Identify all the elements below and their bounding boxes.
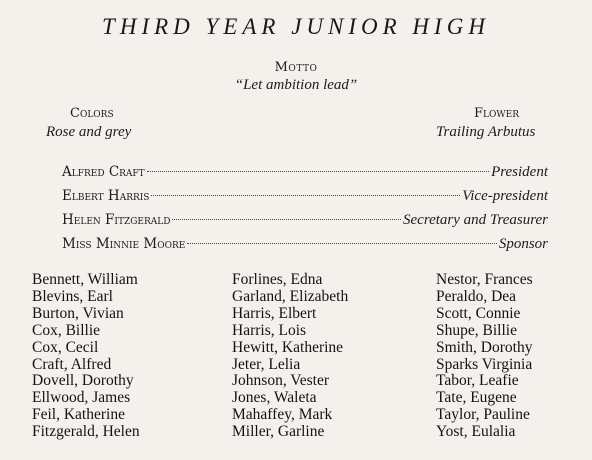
student-name: Harris, Lois bbox=[232, 321, 307, 339]
student-name: Dovell, Dorothy bbox=[32, 372, 134, 390]
leader-dots bbox=[187, 243, 496, 244]
flower-label: Flower bbox=[474, 106, 519, 121]
student-name: Smith, Dorothy bbox=[436, 338, 533, 356]
officer-name: Helen Fitzgerald bbox=[62, 212, 171, 228]
roster-column-2 bbox=[232, 272, 348, 441]
colors-value: Rose and grey bbox=[46, 124, 132, 140]
flower-value: Trailing Arbutus bbox=[436, 124, 536, 140]
officer-role: Sponsor bbox=[498, 236, 548, 252]
student-name: Jeter, Lelia bbox=[232, 355, 301, 373]
officer-name: Alfred Craft bbox=[62, 164, 145, 180]
student-name: Yost, Eulalia bbox=[436, 423, 516, 441]
roster-column-3 bbox=[436, 272, 533, 441]
leader-dots bbox=[147, 171, 489, 172]
leader-dots bbox=[151, 195, 460, 196]
student-name: Craft, Alfred bbox=[32, 355, 112, 373]
student-name: Shupe, Billie bbox=[436, 321, 517, 339]
officer-role: Vice-president bbox=[462, 188, 548, 204]
page-title: THIRD YEAR JUNIOR HIGH bbox=[102, 14, 490, 39]
officer-name: Elbert Harris bbox=[62, 188, 150, 204]
officer-row bbox=[62, 212, 548, 232]
student-name: Cox, Billie bbox=[32, 321, 101, 339]
officer-name: Miss Minnie Moore bbox=[62, 236, 186, 252]
student-name: Tate, Eugene bbox=[436, 389, 517, 407]
student-name: Miller, Garline bbox=[232, 423, 325, 441]
officer-row bbox=[62, 236, 548, 256]
student-name: Jones, Waleta bbox=[232, 389, 317, 407]
leader-dots bbox=[172, 219, 401, 220]
student-name: Tabor, Leafie bbox=[436, 372, 519, 390]
student-name: Sparks Virginia bbox=[436, 355, 533, 373]
student-name: Peraldo, Dea bbox=[436, 287, 517, 305]
student-name: Johnson, Vester bbox=[232, 372, 330, 390]
student-name: Garland, Elizabeth bbox=[232, 287, 349, 305]
officer-row bbox=[62, 188, 548, 208]
roster-column-1 bbox=[32, 272, 140, 441]
student-name: Scott, Connie bbox=[436, 304, 521, 322]
student-name: Burton, Vivian bbox=[32, 304, 124, 322]
student-name: Hewitt, Katherine bbox=[232, 338, 344, 356]
student-name: Ellwood, James bbox=[32, 389, 131, 407]
student-name: Blevins, Earl bbox=[32, 287, 113, 305]
student-name: Feil, Katherine bbox=[32, 406, 125, 424]
student-name: Bennett, William bbox=[32, 271, 138, 288]
officer-row bbox=[62, 164, 548, 184]
student-name: Fitzgerald, Helen bbox=[32, 423, 140, 441]
colors-label: Colors bbox=[70, 106, 114, 121]
student-name: Taylor, Pauline bbox=[436, 406, 530, 424]
motto-label: Motto bbox=[274, 60, 318, 75]
student-name: Cox, Cecil bbox=[32, 338, 99, 356]
officer-role: Secretary and Treasurer bbox=[403, 212, 548, 228]
student-name: Mahaffey, Mark bbox=[232, 406, 333, 424]
motto-text: “Let ambition lead” bbox=[234, 77, 358, 93]
student-name: Forlines, Edna bbox=[232, 271, 323, 288]
student-name: Harris, Elbert bbox=[232, 304, 317, 322]
officer-role: President bbox=[491, 164, 548, 180]
student-name: Nestor, Frances bbox=[436, 271, 533, 288]
